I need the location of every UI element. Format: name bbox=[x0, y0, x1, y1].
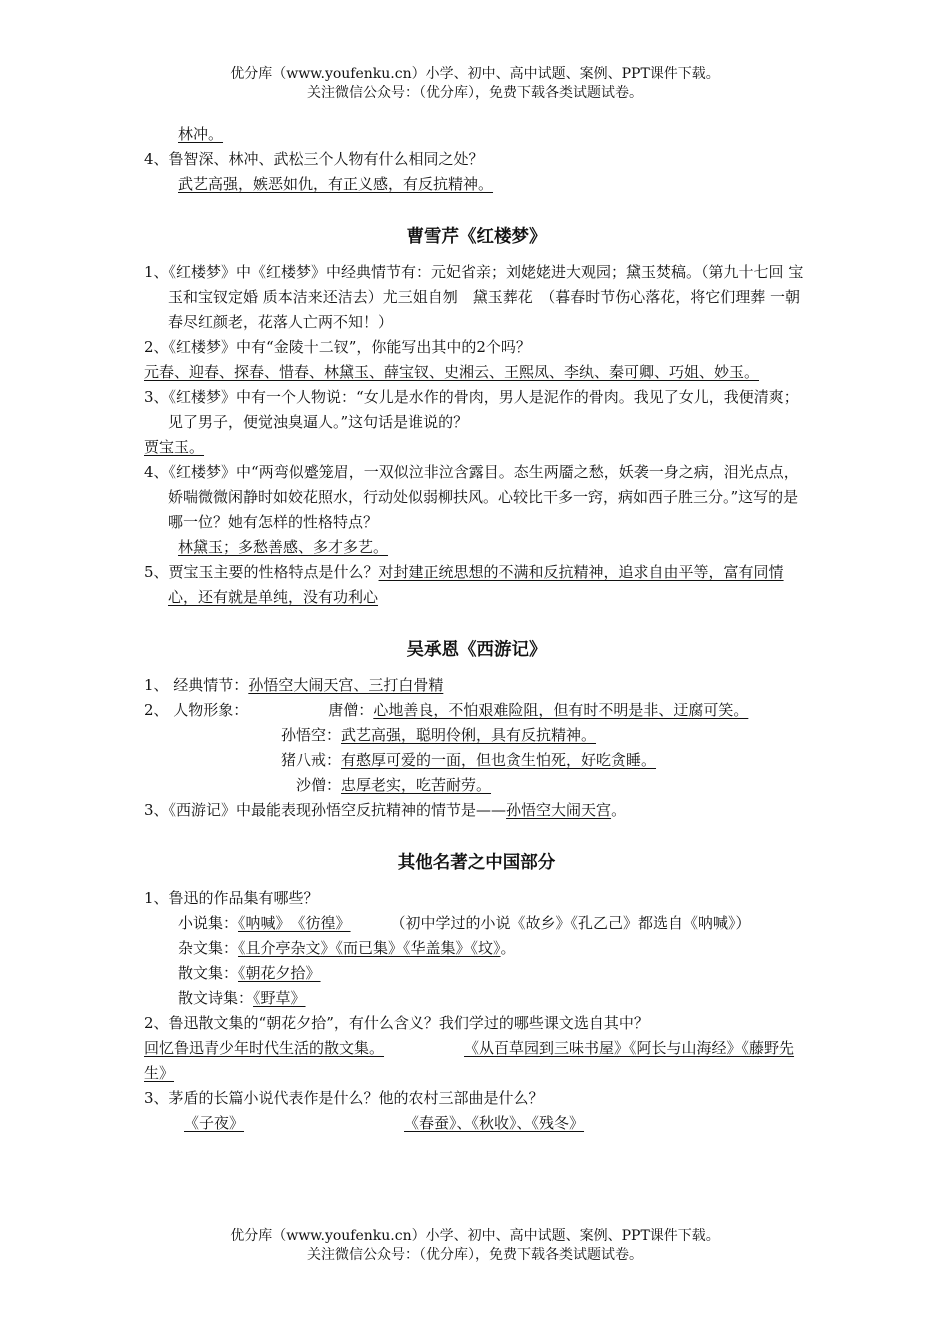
luxun-essays: 杂文集：《且介亭杂文》《而已集》《华盖集》《坟》。 bbox=[178, 939, 516, 957]
character-name: 沙僧： bbox=[295, 776, 341, 794]
xyj-character-row bbox=[144, 723, 809, 748]
page-footer bbox=[0, 1227, 950, 1265]
luxun-prose-poems: 散文诗集：《野草》 bbox=[178, 989, 306, 1007]
xyj-answer-3: 孙悟空大闹天宫 bbox=[506, 801, 612, 819]
hlm-answer-5: 对封建正统思想的不满和反抗精神，追求自由平等，富有同情心，还有就是单纯，没有功利心 bbox=[168, 563, 784, 606]
xyj-character-row bbox=[144, 748, 809, 773]
others-question-1: 1、鲁迅的作品集有哪些？ bbox=[144, 889, 319, 907]
header-line-2: 关注微信公众号：（优分库），免费下载各类试题试卷。 bbox=[307, 85, 643, 101]
hlm-question-3: 3、《红楼梦》中有一个人物说：“女儿是水作的骨肉，男人是泥作的骨肉。我见了女儿，我便清爽；见了男子，便觉浊臭逼人。”这句话是谁说的？ bbox=[144, 388, 799, 431]
character-name: 孙悟空： bbox=[280, 726, 341, 744]
others-question-3: 3、茅盾的长篇小说代表作是什么？他的农村三部曲是什么？ bbox=[144, 1089, 544, 1107]
character-desc: 忠厚老实，吃苦耐劳。 bbox=[341, 776, 492, 794]
xyj-answer-1: 孙悟空大闹天宫、三打白骨精 bbox=[248, 676, 444, 694]
xyj-character-row bbox=[144, 773, 809, 798]
footer-line-2: 关注微信公众号：（优分库），免费下载各类试题试卷。 bbox=[307, 1247, 643, 1263]
character-name: 唐僧： bbox=[328, 701, 374, 719]
document-body bbox=[144, 122, 809, 1136]
xyj-question-1: 1、 经典情节：孙悟空大闹天宫、三打白骨精 bbox=[144, 676, 444, 694]
hlm-question-2: 2、《红楼梦》中有“金陵十二钗”，你能写出其中的2个吗？ bbox=[144, 338, 531, 356]
page-header bbox=[0, 65, 950, 103]
character-desc: 有憨厚可爱的一面，但也贪生怕死，好吃贪睡。 bbox=[341, 751, 657, 769]
xyj-question-3: 3、《西游记》中最能表现孙悟空反抗精神的情节是——孙悟空大闹天宫。 bbox=[144, 801, 627, 819]
luxun-novels: 小说集：《呐喊》 《彷徨》 （初中学过的小说《故乡》《孔乙己》都选自《呐喊》） bbox=[178, 914, 751, 932]
shuihu-question-4: 4、鲁智深、林冲、武松三个人物有什么相同之处？ bbox=[144, 150, 484, 168]
section-title-hongloumeng: 曹雪芹《红楼梦》 bbox=[406, 227, 547, 247]
shuihu-answer-3: 林冲。 bbox=[178, 125, 224, 143]
character-desc: 心地善良，不怕艰难险阻，但有时不明是非、迂腐可笑。 bbox=[373, 701, 749, 719]
hlm-question-1: 1、《红楼梦》中《红楼梦》中经典情节有：元妃省亲；刘姥姥进大观园；黛玉焚稿。（第九十七回 宝玉和宝钗定婚 质本洁来还洁去）尤三姐自刎 黛玉葬花 （暮春时节伤心落花，将它们理葬 一朝春尽红颜老，花落人亡两不知！） bbox=[144, 263, 804, 331]
others-answer-3: 《子夜》 《春蚕》、《秋收》、《残冬》 bbox=[184, 1114, 585, 1132]
hlm-question-5: 5、贾宝玉主要的性格特点是什么？对封建正统思想的不满和反抗精神，追求自由平等，富有同情心，还有就是单纯，没有功利心 bbox=[144, 563, 784, 606]
character-desc: 武艺高强，聪明伶俐，具有反抗精神。 bbox=[341, 726, 597, 744]
section-title-others: 其他名著之中国部分 bbox=[397, 853, 556, 873]
hlm-question-4: 4、《红楼梦》中“两弯似蹙笼眉，一双似泣非泣含露目。态生两靥之愁，妖袭一身之病，泪光点点，娇喘微微闲静时如姣花照水，行动处似弱柳扶风。心较比干多一窍，病如西子胜三分。”这写的是哪一位？她有怎样的性格特点？ bbox=[144, 463, 799, 531]
hlm-answer-2: 元春、迎春、探春、惜春、林黛玉、薛宝钗、史湘云、王熙凤、李纨、秦可卿、巧姐、妙玉。 bbox=[144, 363, 760, 381]
others-question-2: 2、鲁迅散文集的“朝花夕拾”，有什么含义？我们学过的哪些课文选自其中？ bbox=[144, 1014, 649, 1032]
footer-line-1: 优分库（www.youfenku.cn）小学、初中、高中试题、案例、PPT课件下载。 bbox=[230, 1228, 720, 1244]
luxun-prose: 散文集：《朝花夕拾》 bbox=[178, 964, 321, 982]
section-title-xiyouji: 吴承恩《西游记》 bbox=[406, 640, 547, 660]
character-name: 猪八戒： bbox=[280, 751, 341, 769]
xyj-character-row: 2、 人物形象： 唐僧：心地善良，不怕艰难险阻，但有时不明是非、迂腐可笑。 bbox=[144, 698, 809, 723]
hlm-answer-3: 贾宝玉。 bbox=[144, 438, 205, 456]
hlm-answer-4: 林黛玉；多愁善感、多才多艺。 bbox=[178, 538, 389, 556]
header-line-1: 优分库（www.youfenku.cn）小学、初中、高中试题、案例、PPT课件下载。 bbox=[230, 66, 720, 82]
others-answer-2: 回忆鲁迅青少年时代生活的散文集。 《从百草园到三味书屋》《阿长与山海经》《藤野先生》 bbox=[144, 1039, 795, 1082]
shuihu-answer-4: 武艺高强，嫉恶如仇，有正义感，有反抗精神。 bbox=[178, 175, 494, 193]
